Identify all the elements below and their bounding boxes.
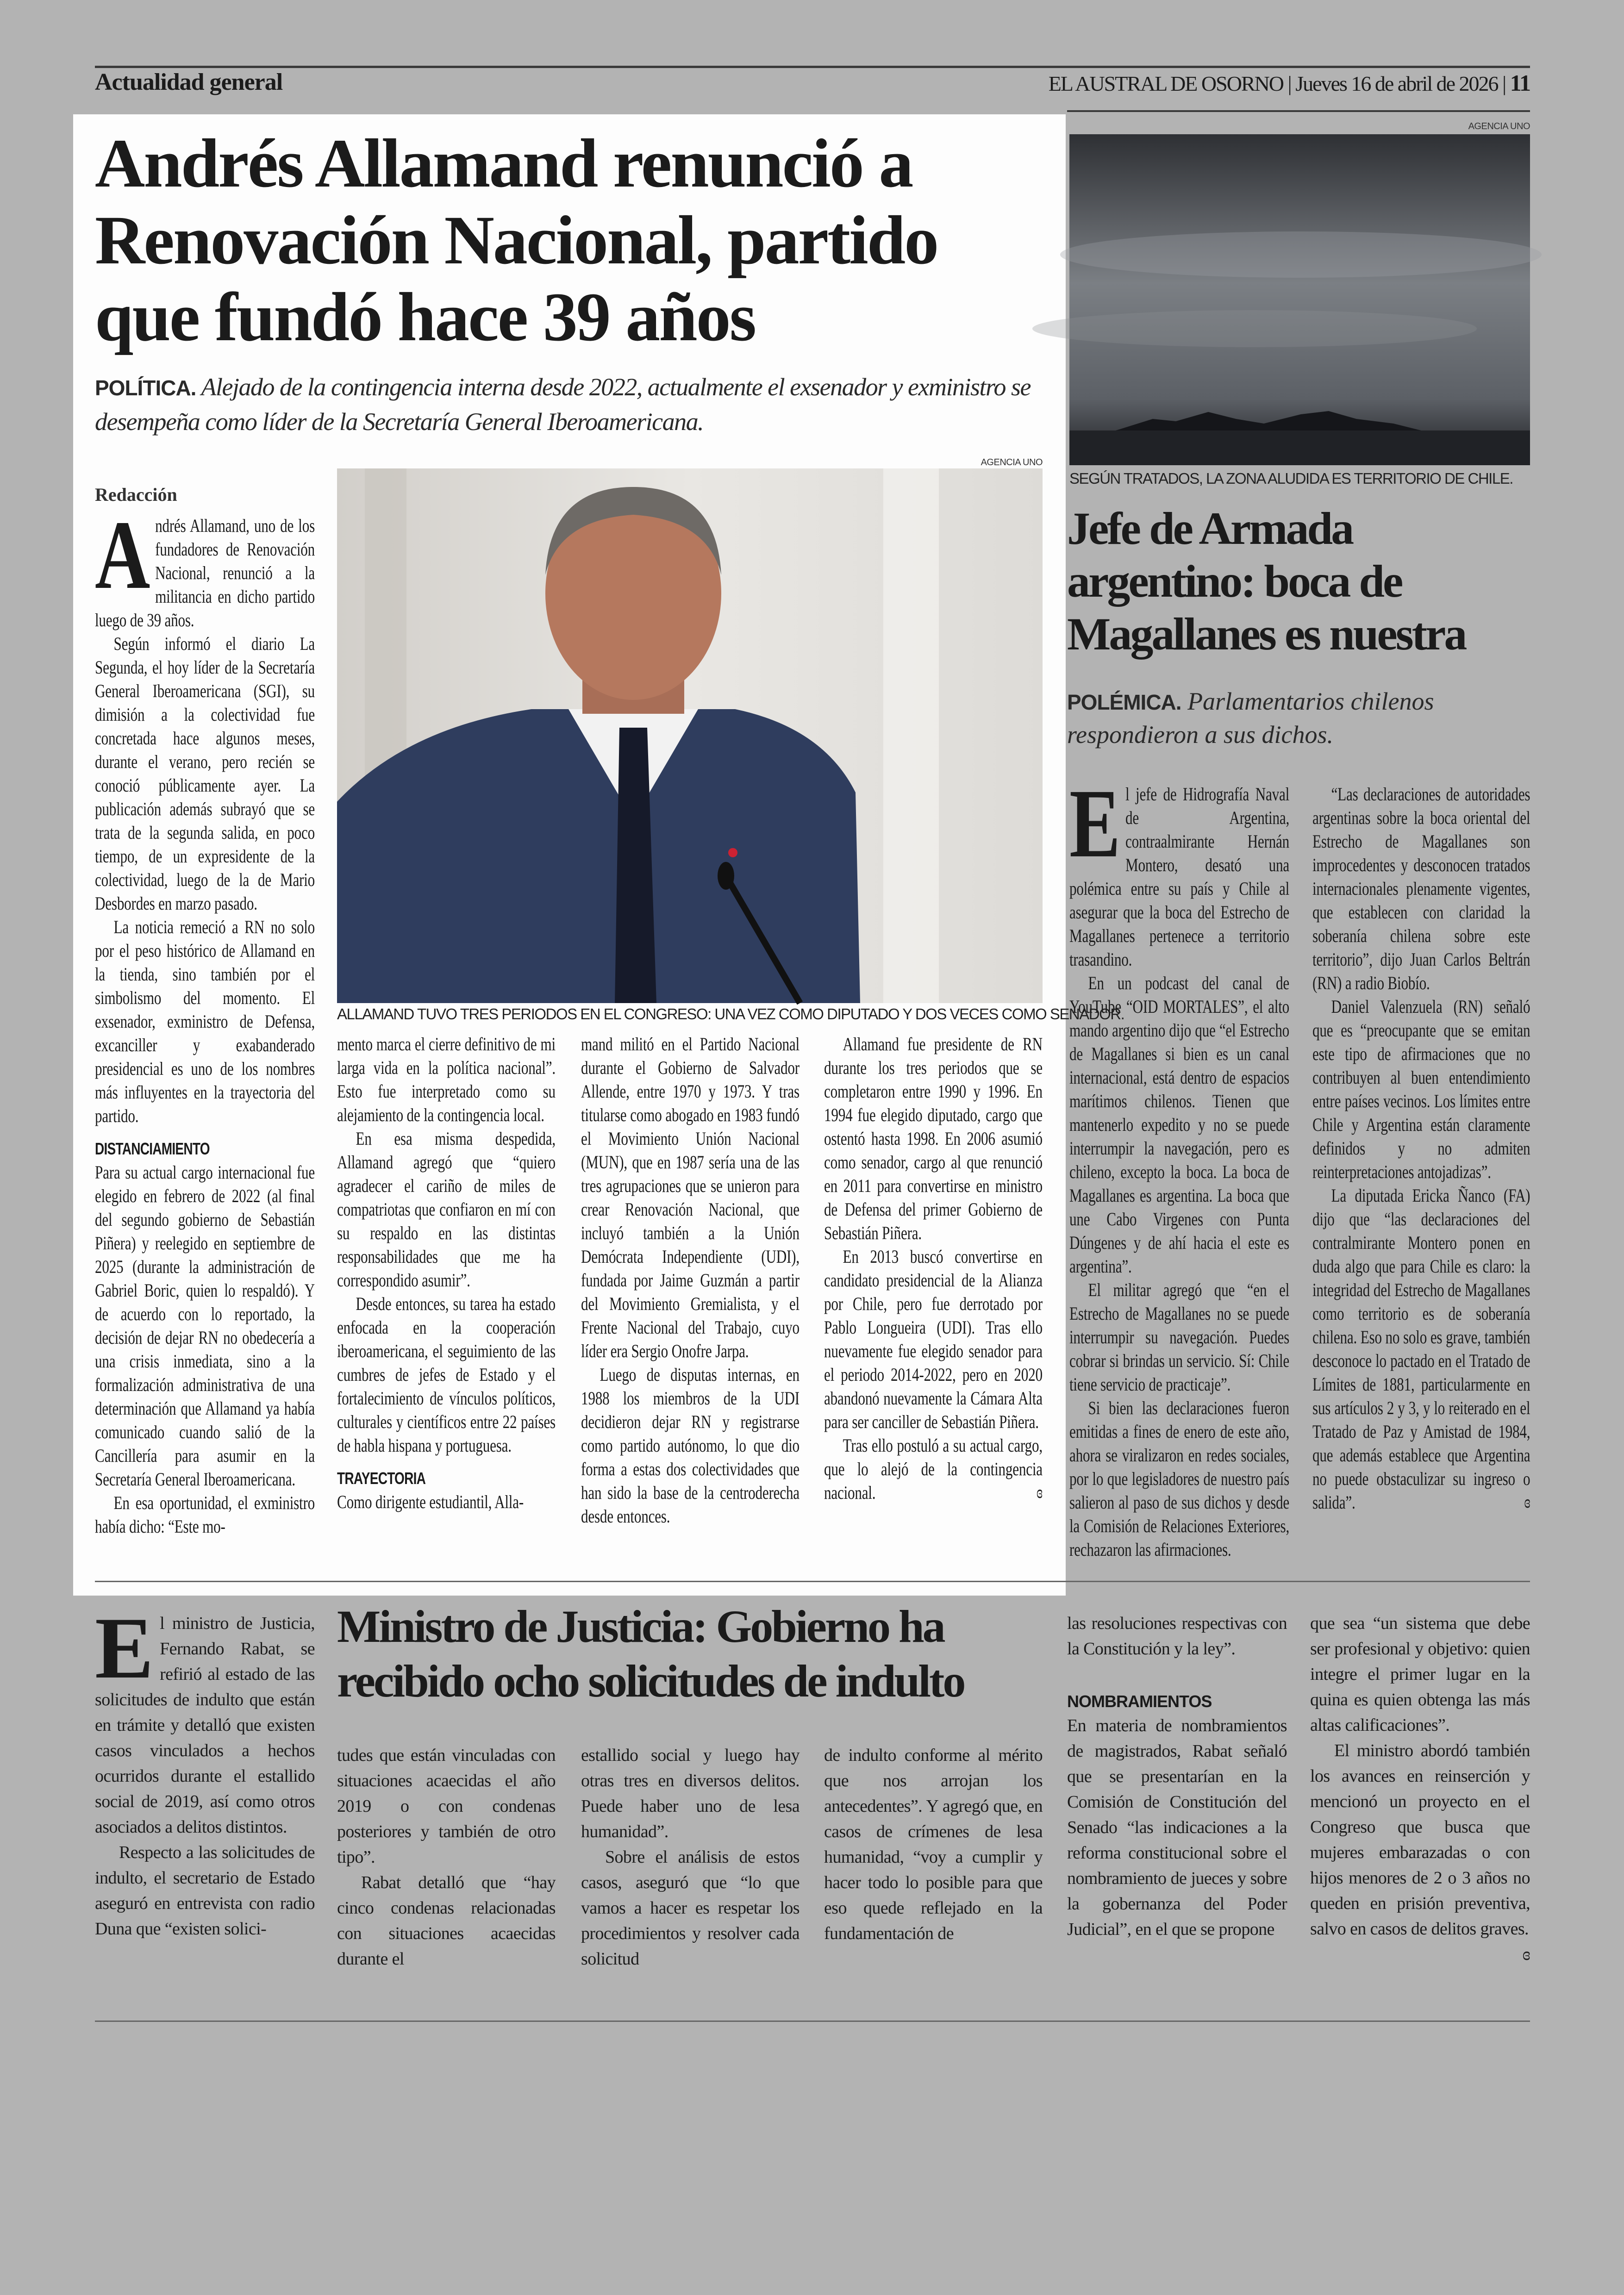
paragraph: [1310, 1738, 1530, 1964]
paragraph: Respecto a las solicitudes de indulto, el secretario de Estado aseguró en entrevista con radio Duna que “existen solici-: [95, 1843, 315, 1939]
drop-cap: A: [95, 500, 150, 609]
paragraph-text: Tras ello postuló a su actual cargo, que lo alejó de la contingencia nacional.: [824, 1435, 1043, 1503]
bottom-column-2: [337, 1743, 556, 1969]
paragraph: Rabat detalló que “hay cinco condenas relacionadas con situaciones acaecidas durante el: [337, 1873, 556, 1969]
paragraph: Sobre el análisis de estos casos, aseguró que “lo que vamos a hacer es respetar los procedimientos y resolver cada solicitud: [581, 1847, 800, 1969]
paragraph: Si bien las declaraciones fueron emitidas a fines de enero de este año, ahora se viralizaron en redes sociales, por lo que legisladores de nuestro país salieron al paso de sus dichos y desde la Comisión de Relaciones Exteriores, rechazaron las afirmaciones.: [1069, 1397, 1290, 1560]
paragraph: tudes que están vinculadas con situaciones acaecidas el año 2019 o con condenas posteriores y también de otro tipo”.: [337, 1746, 556, 1867]
photo-caption: SEGÚN TRATADOS, LA ZONA ALUDIDA ES TERRITORIO DE CHILE.: [1069, 470, 1513, 487]
photo-credit: AGENCIA UNO: [981, 457, 1043, 468]
paragraph: estallido social y luego hay otras tres en diversos delitos. Puede haber uno de lesa humanidad”.: [581, 1746, 800, 1841]
headline-line: recibido ocho solicitudes de indulto: [337, 1655, 964, 1707]
newspaper-name: EL AUSTRAL DE OSORNO: [1048, 72, 1284, 95]
bottom-column-1: [95, 1600, 315, 1939]
main-headline: [95, 125, 937, 355]
magallanes-photo: [1069, 134, 1530, 465]
masthead: EL AUSTRAL DE OSORNO | Jueves 16 de abril de 2026 | 11: [1048, 70, 1530, 96]
main-column-2: [337, 1032, 556, 1514]
paragraph: [1312, 1184, 1530, 1514]
bottom-column-5: [1067, 1611, 1287, 1939]
photo-caption: ALLAMAND TUVO TRES PERIODOS EN EL CONGRESO: UNA VEZ COMO DIPUTADO Y DOS VECES COMO SENADOR.: [337, 1005, 1124, 1023]
end-mark-icon: ɞ: [1037, 1483, 1043, 1502]
paragraph: En esa oportunidad, el exministro había dicho: “Este mo-: [95, 1492, 315, 1537]
subheading: TRAYECTORIA: [337, 1469, 426, 1488]
end-mark-icon: ɞ: [1522, 1945, 1530, 1964]
header-rule-bottom: [1067, 110, 1530, 112]
bottom-column-6: [1310, 1611, 1530, 1964]
byline: Redacción: [95, 484, 177, 505]
subheading: DISTANCIAMIENTO: [95, 1139, 210, 1158]
kicker: POLÉMICA.: [1067, 690, 1181, 714]
paragraph: mand militó en el Partido Nacional durante el Gobierno de Salvador Allende, entre 1970 y 1973. Y tras titularse como abogado en 1983 fundó el Movimiento Unión Nacional (MUN), que en 1987 sería una de las tres agrupaciones que se unieron para crear Renovación Nacional, que incluyó también a la Unión Demócrata Independiente (UDI), fundada por Jaime Guzmán a partir del Movimiento Gremialista, y el Frente Nacional del Trabajo, cuyo líder era Sergio Onofre Jarpa.: [581, 1034, 800, 1361]
section-divider: [95, 1581, 1530, 1582]
headline-line: Andrés Allamand renunció a: [95, 125, 912, 202]
paragraph: mento marca el cierre definitivo de mi larga vida en la política nacional”. Esto fue interpretado como su alejamiento de la contingencia local.: [337, 1034, 556, 1125]
paragraph-text: El ministro abordó también los avances en reinserción y mencionó un proyecto en el Congreso que busca que mujeres embarazadas o con hijos menores de 2 o 3 años no queden en prisión preventiva, salvo en casos de delitos graves.: [1310, 1741, 1530, 1939]
main-column-1: [95, 500, 315, 1538]
strait-landscape-image: [1069, 134, 1530, 465]
bottom-headline: [337, 1599, 964, 1709]
drop-cap: E: [95, 1600, 154, 1697]
main-column-4: [824, 1032, 1043, 1504]
end-mark-icon: ɞ: [1524, 1492, 1530, 1512]
paragraph-text: La diputada Ericka Ñanco (FA) dijo que “las declaraciones del contralmirante Montero ponen en duda algo que para Chile es claro: la integridad del Estrecho de Magallanes como territorio es de soberanía chilena. Eso no solo es grave, también desconoce lo pactado en el Tratado de Límites de 1881, particularmente en sus artículos 2 y 3, y lo reiterado en el Tratado de Paz y Amistad de 1984, que además establece que Argentina no puede obstaculizar su ingreso o salida”.: [1312, 1185, 1530, 1513]
paragraph: En esa misma despedida, Allamand agregó que “quiero agradecer el cariño de miles de compatriotas que confiaron en mí con su respaldo en las distintas responsabilidades que me ha correspondido asumir”.: [337, 1128, 556, 1291]
paragraph: En un podcast del canal de YouTube “OID MORTALES”, el alto mando argentino dijo que “el Estrecho de Magallanes si bien es un canal internacional, está dentro de espacios marítimos chilenos. Tienen que mantenerlo expedito y no se puede interrumpir la navegación, pero es chileno, excepto la boca. La boca de Magallanes es argentina. La boca que une Cabo Virgenes con Punta Dúngenes y de ahí hacia el este es argentina”.: [1069, 973, 1290, 1277]
paragraph: l ministro de Justicia, Fernando Rabat, se refirió al estado de las solicitudes de indulto que están en trámite y detalló que existen casos vinculados a hechos ocurridos durante el estallido social de 2019, así como otros asociados a delitos distintos.: [95, 1614, 315, 1837]
paragraph: “Las declaraciones de autoridades argentinas sobre la boca oriental del Estrecho de Magallanes son improcedentes y desconocen tratados internacionales plenamente vigentes, que establecen con claridad la soberanía chilena sobre este territorio”, dijo Juan Carlos Beltrán (RN) a radio Biobío.: [1312, 784, 1530, 993]
paragraph: de indulto conforme al mérito que nos arrojan los antecedentes”. Y agregó que, en casos de crímenes de lesa humanidad, “voy a cumplir y hacer todo lo posible para que eso quede reflejado en la fundamentación de: [824, 1746, 1043, 1943]
kicker: POLÍTICA.: [95, 376, 196, 400]
section-title: Actualidad general: [95, 69, 283, 95]
paragraph: Luego de disputas internas, en 1988 los miembros de la UDI decidieron dejar RN y registrarse como partido autónomo, lo que dio forma a estas dos colectividades que han sido la base de la centroderecha desde entonces.: [581, 1364, 800, 1527]
paragraph: Daniel Valenzuela (RN) señaló que es “preocupante que se emitan este tipo de afirmaciones que no contribuyen al buen entendimiento entre países vecinos. Los límites entre Chile y Argentina están claramente definidos y no admiten reinterpretaciones antojadizas”.: [1312, 996, 1530, 1182]
side-headline: [1067, 502, 1465, 661]
headline-line: que fundó hace 39 años: [95, 279, 756, 355]
allamand-photo: [337, 468, 1043, 1003]
page-number: 11: [1510, 70, 1530, 96]
side-deck: [1067, 685, 1530, 751]
paragraph: Allamand fue presidente de RN durante los tres periodos que se completaron entre 1990 y 1996. En 1994 fue elegido diputado, cargo que ostentó hasta 1998. En 2006 asumió como senador, cargo al que renunció en 2011 para convertirse en ministro de Defensa del primer Gobierno de Sebastián Piñera.: [824, 1034, 1043, 1243]
paragraph: En 2013 buscó convertirse en candidato presidencial de la Alianza por Chile, pero fue derrotado por Pablo Longueira (UDI). Tras ello nuevamente fue elegido senador para el periodo 2014-2022, pero en 2020 abandonó nuevamente la Cámara Alta para ser canciller de Sebastián Piñera.: [824, 1246, 1043, 1432]
side-column-2: [1312, 782, 1530, 1514]
headline-line: Renovación Nacional, partido: [95, 202, 938, 279]
side-column-1: [1069, 769, 1290, 1561]
paragraph: Como dirigente estudiantil, Alla-: [337, 1491, 524, 1512]
photo-credit: AGENCIA UNO: [1468, 121, 1530, 131]
bottom-column-4: [824, 1743, 1043, 1943]
header-rule: [95, 66, 1530, 68]
paragraph: l jefe de Hidrografía Naval de Argentina, contraalmirante Hernán Montero, desató una polémica entre su país y Chile al asegurar que la boca del Estrecho de Magallanes pertenece a territorio trasandino.: [1069, 784, 1290, 970]
headline-line: argentino: boca de: [1067, 555, 1402, 607]
bottom-column-3: [581, 1743, 800, 1969]
headline-line: Jefe de Armada: [1067, 503, 1353, 554]
paragraph: La noticia remeció a RN no solo por el peso histórico de Allamand en la tienda, sino también por el simbolismo del momento. El exsenador, exministro de Defensa, excanciller y exabanderado presidencial es uno de los nombres más influyentes en la trayectoria del partido.: [95, 917, 315, 1126]
paragraph: Según informó el diario La Segunda, el hoy líder de la Secretaría General Iberoamericana (SGI), su dimisión a la colectividad fue concretada hace algunos meses, durante el verano, pero recién se conoció públicamente ayer. La publicación además subrayó que se trata de la segunda salida, en poco tiempo, de un expresidente de la colectividad, luego de la de Mario Desbordes en marzo pasado.: [95, 633, 315, 914]
issue-date: Jueves 16 de abril de 2026: [1295, 72, 1498, 95]
paragraph: ndrés Allamand, uno de los fundadores de Renovación Nacional, renunció a la militancia en dicho partido luego de 39 años.: [95, 515, 315, 630]
deck-text: Parlamentarios chilenos respondieron a sus dichos.: [1067, 687, 1434, 748]
portrait-image: [337, 468, 1043, 1003]
main-deck: [95, 370, 1062, 439]
paragraph: El militar agregó que “en el Estrecho de Magallanes no se puede interrumpir su navegación. Puedes cobrar si brindas un servicio. Sí: Chile tiene servicio de practicaje”.: [1069, 1279, 1290, 1395]
paragraph: Para su actual cargo internacional fue elegido en febrero de 2022 (al final del segundo gobierno de Sebastián Piñera) y reelegido en septiembre de 2025 (durante la administración de Gabriel Boric, quien lo respaldó). Y de acuerdo con lo reportado, la decisión de dejar RN no obedecería a una crisis inmediata, sino a la formalización administrativa de una determinación que Allamand ya había comunicado cuando salió de la Cancillería para asumir en la Secretaría General Iberoamericana.: [95, 1162, 315, 1490]
headline-line: Magallanes es nuestra: [1067, 608, 1466, 660]
paragraph: las resoluciones respectivas con la Constitución y la ley”.: [1067, 1614, 1287, 1659]
deck-text: Alejado de la contingencia interna desde 2022, actualmente el exsenador y exministro se desempeña como líder de la Secretaría General Iberoamericana.: [95, 373, 1031, 436]
drop-cap: E: [1069, 769, 1121, 878]
paragraph: En materia de nombramientos de magistrados, Rabat señaló que se presentarían en la Comisión de Constitución del Senado “las indicaciones a la reforma constitucional sobre el nombramiento de jueces y sobre la gobernanza del Poder Judicial”, en el que se propone: [1067, 1716, 1287, 1939]
paragraph: [824, 1434, 1043, 1504]
subheading: NOMBRAMIENTOS: [1067, 1692, 1212, 1711]
page-bottom-rule: [95, 2021, 1530, 2022]
paragraph: que sea “un sistema que debe ser profesional y objetivo: quien integre el primer lugar en la quina es quien obtenga las más altas calificaciones”.: [1310, 1614, 1530, 1735]
main-column-3: [581, 1032, 800, 1528]
paragraph: Desde entonces, su tarea ha estado enfocada en la cooperación iberoamericana, el seguimiento de las cumbres de jefes de Estado y el fortalecimiento de vínculos políticos, culturales y científicos entre 22 países de habla hispana y portuguesa.: [337, 1293, 556, 1456]
headline-line: Ministro de Justicia: Gobierno ha: [337, 1601, 944, 1652]
